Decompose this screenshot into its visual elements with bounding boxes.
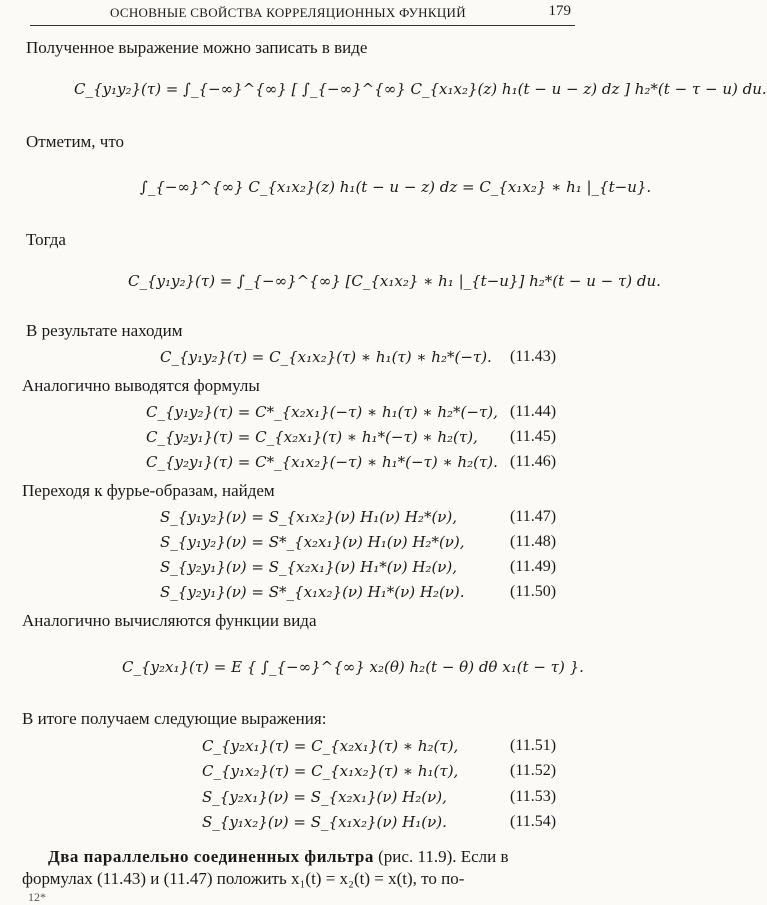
paragraph-note: Отметим, что <box>26 132 125 151</box>
equation-11-49: S_{y₂y₁}(ν) = S_{x₂x₁}(ν) H₁*(ν) H₂(ν), <box>160 558 458 576</box>
equation-number-11-49: (11.49) <box>510 558 557 575</box>
equation-number-11-51: (11.51) <box>510 737 557 754</box>
equation-number-11-47: (11.47) <box>510 508 557 525</box>
equation-11-48: S_{y₁y₂}(ν) = S*_{x₂x₁}(ν) H₁(ν) H₂*(ν), <box>160 533 465 551</box>
equation-11-50: S_{y₂y₁}(ν) = S*_{x₁x₂}(ν) H₁*(ν) H₂(ν). <box>160 583 465 601</box>
equation-number-11-46: (11.46) <box>510 453 557 470</box>
equation-convolution-identity: ∫_{−∞}^{∞} C_{x₁x₂}(z) h₁(t − u − z) dz = C_{x₁x₂} ∗ h₁ |_{t−u}. <box>140 178 652 196</box>
paragraph-parallel-filters <box>48 847 509 867</box>
equation-11-52: C_{y₁x₂}(τ) = C_{x₁x₂}(τ) ∗ h₁(τ), <box>202 762 459 780</box>
equation-number-11-50: (11.50) <box>510 583 557 600</box>
equation-number-11-48: (11.48) <box>510 533 557 550</box>
equation-number-11-43: (11.43) <box>510 348 557 365</box>
paragraph-fourier: Переходя к фурье-образам, найдем <box>22 481 275 500</box>
running-header-title: ОСНОВНЫЕ СВОЙСТВА КОРРЕЛЯЦИОННЫХ ФУНКЦИЙ <box>110 5 466 20</box>
paragraph-parallel-filters-cont: формулах (11.43) и (11.47) положить x₁(t) = x₂(t) = x(t), то по- <box>22 869 465 888</box>
running-header <box>30 3 575 26</box>
equation-11-43: C_{y₁y₂}(τ) = C_{x₁x₂}(τ) ∗ h₁(τ) ∗ h₂*(−τ). <box>160 348 492 366</box>
equation-number-11-45: (11.45) <box>510 428 557 445</box>
equation-number-11-44: (11.44) <box>510 403 557 420</box>
footer-signature-mark: 12* <box>28 890 46 904</box>
paragraph-intro: Полученное выражение можно записать в виде <box>26 38 368 57</box>
equation-number-11-54: (11.54) <box>510 813 557 830</box>
paragraph-final-expressions: В итоге получаем следующие выражения: <box>22 709 327 728</box>
equation-11-46: C_{y₂y₁}(τ) = C*_{x₁x₂}(−τ) ∗ h₁*(−τ) ∗ h₂(τ). <box>146 453 498 471</box>
paragraph-result: В результате находим <box>26 321 183 340</box>
section-heading-parallel-filters: Два параллельно соединенных фильтра <box>48 847 374 866</box>
paragraph-then: Тогда <box>26 230 66 249</box>
equation-11-44: C_{y₁y₂}(τ) = C*_{x₂x₁}(−τ) ∗ h₁(τ) ∗ h₂*(−τ), <box>146 403 498 421</box>
equation-number-11-52: (11.52) <box>510 762 557 779</box>
equation-cy1y2-double-integral: C_{y₁y₂}(τ) = ∫_{−∞}^{∞} [ ∫_{−∞}^{∞} C_{x₁x₂}(z) h₁(t − u − z) dz ] h₂*(t − τ − u) du. <box>74 80 767 98</box>
equation-11-47: S_{y₁y₂}(ν) = S_{x₁x₂}(ν) H₁(ν) H₂*(ν), <box>160 508 458 526</box>
equation-cy1y2-single-integral: C_{y₁y₂}(τ) = ∫_{−∞}^{∞} [C_{x₁x₂} ∗ h₁ |_{t−u}] h₂*(t − u − τ) du. <box>128 272 661 290</box>
page-number: 179 <box>548 3 571 19</box>
equation-11-51: C_{y₂x₁}(τ) = C_{x₂x₁}(τ) ∗ h₂(τ), <box>202 737 459 755</box>
equation-11-53: S_{y₂x₁}(ν) = S_{x₂x₁}(ν) H₂(ν), <box>202 788 447 806</box>
paragraph-similar-formulas: Аналогично выводятся формулы <box>22 376 260 395</box>
equation-11-45: C_{y₂y₁}(τ) = C_{x₂x₁}(τ) ∗ h₁*(−τ) ∗ h₂(τ), <box>146 428 478 446</box>
equation-number-11-53: (11.53) <box>510 788 557 805</box>
paragraph-parallel-filters-text: (рис. 11.9). Если в <box>373 847 509 866</box>
equation-cy2x1-expectation: C_{y₂x₁}(τ) = E { ∫_{−∞}^{∞} x₂(θ) h₂(t − θ) dθ x₁(t − τ) }. <box>122 658 584 676</box>
paragraph-similar-functions: Аналогично вычисляются функции вида <box>22 611 317 630</box>
equation-11-54: S_{y₁x₂}(ν) = S_{x₁x₂}(ν) H₁(ν). <box>202 813 447 831</box>
